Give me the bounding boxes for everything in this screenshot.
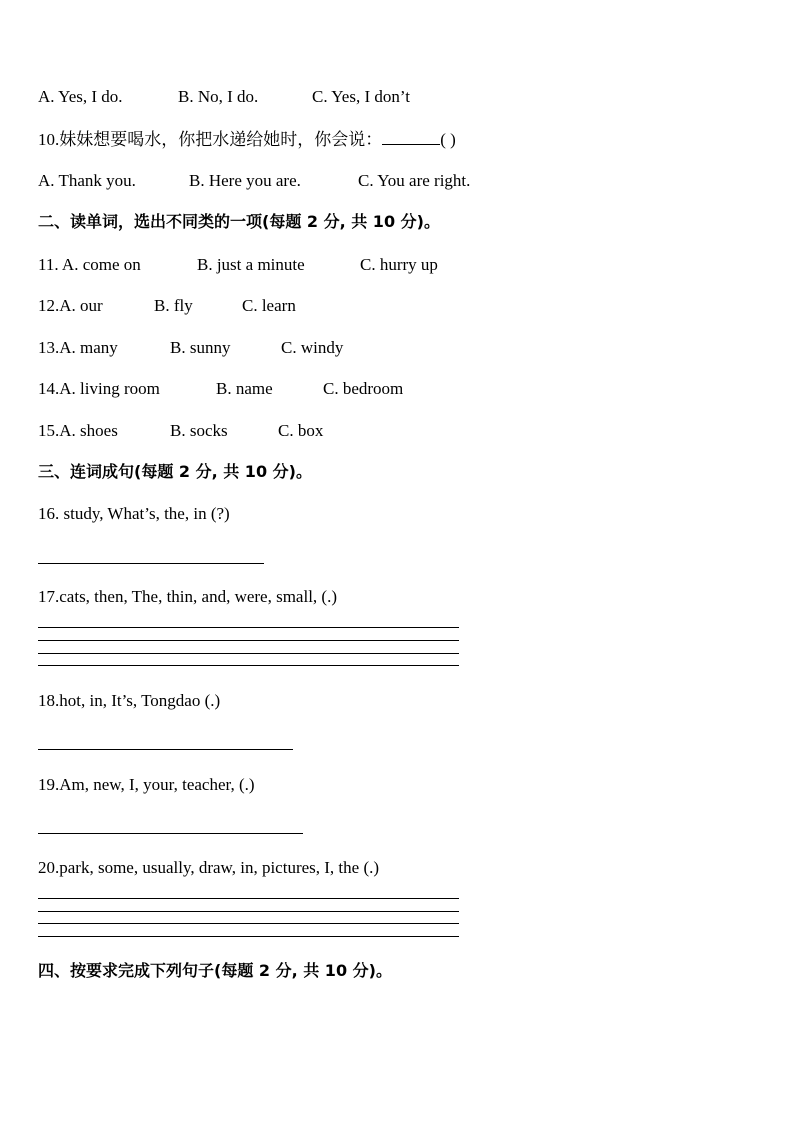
q10-option-b: B. Here you are. (189, 171, 301, 190)
q9-option-a: A. Yes, I do. (38, 87, 123, 106)
q20-answer-line-1[interactable] (38, 898, 459, 899)
q14-option-c: C. bedroom (323, 379, 404, 398)
q16-answer-line[interactable] (38, 563, 264, 564)
q13-line (38, 337, 343, 359)
q14-line (38, 378, 403, 400)
q11-line (38, 254, 438, 276)
q15-option-c: C. box (278, 421, 324, 440)
q19-answer-line[interactable] (38, 833, 303, 834)
q17-prompt: 17.cats, then, The, thin, and, were, small, (.) (38, 587, 337, 606)
q17-answer-line-3[interactable] (38, 653, 459, 654)
q20-answer-line-2[interactable] (38, 911, 459, 912)
q9-option-b: B. No, I do. (178, 87, 259, 106)
q17-answer-line-4[interactable] (38, 665, 459, 666)
q16-prompt: 16. study, What’s, the, in (?) (38, 504, 230, 523)
q10-option-c: C. You are right. (358, 171, 471, 190)
q17-answer-line-1[interactable] (38, 627, 459, 628)
q14-option-a: 14.A. living room (38, 379, 160, 398)
q12-option-c: C. learn (242, 296, 296, 315)
q15-line (38, 420, 323, 442)
q10-prompt: 10.妹妹想要喝水，你把水递给她时，你会说： (38, 130, 383, 149)
section3-heading: 三、连词成句(每题 2 分, 共 10 分)。 (38, 462, 312, 481)
section4-heading: 四、按要求完成下列句子(每题 2 分, 共 10 分)。 (38, 961, 392, 980)
q13-option-a: 13.A. many (38, 338, 118, 357)
q13-option-b: B. sunny (170, 338, 231, 357)
q20-prompt: 20.park, some, usually, draw, in, pictures, I, the (.) (38, 858, 380, 877)
q10-option-a: A. Thank you. (38, 171, 136, 190)
q18-answer-line[interactable] (38, 749, 293, 750)
q10-prompt-line (38, 128, 456, 151)
q10-answer-blank[interactable] (382, 128, 440, 145)
q12-option-a: 12.A. our (38, 296, 103, 315)
q10-options (38, 170, 470, 192)
q10-paren: ( ) (440, 130, 456, 149)
q15-option-a: 15.A. shoes (38, 421, 118, 440)
q14-option-b: B. name (216, 379, 273, 398)
q11-option-a: 11. A. come on (38, 255, 141, 274)
section2-heading: 二、读单词，选出不同类的一项(每题 2 分, 共 10 分)。 (38, 212, 440, 231)
q12-option-b: B. fly (154, 296, 193, 315)
q19-prompt: 19.Am, new, I, your, teacher, (.) (38, 775, 255, 794)
q12-line (38, 295, 296, 317)
q11-option-c: C. hurry up (360, 255, 438, 274)
q18-prompt: 18.hot, in, It’s, Tongdao (.) (38, 691, 221, 710)
q15-option-b: B. socks (170, 421, 228, 440)
q20-answer-line-3[interactable] (38, 923, 459, 924)
q20-answer-line-4[interactable] (38, 936, 459, 937)
q13-option-c: C. windy (281, 338, 344, 357)
q9-option-c: C. Yes, I don’t (312, 87, 410, 106)
q11-option-b: B. just a minute (197, 255, 305, 274)
q17-answer-line-2[interactable] (38, 640, 459, 641)
q9-options (38, 86, 410, 108)
